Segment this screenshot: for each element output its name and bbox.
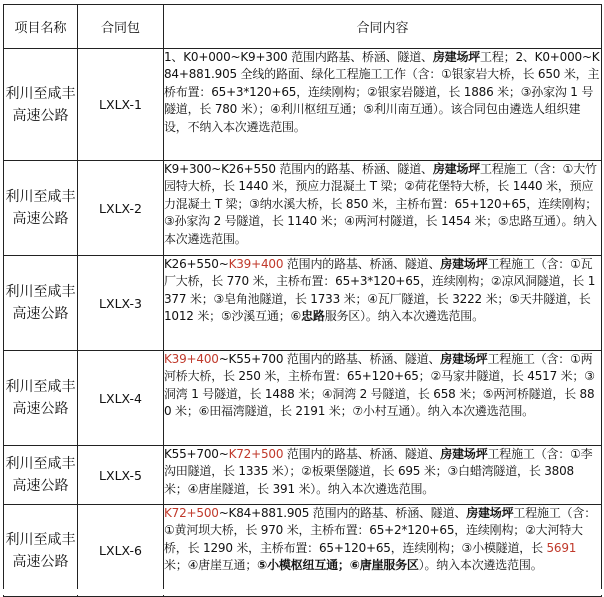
content-text: ）。纳入本次遴选范围。 xyxy=(418,558,543,573)
content-text: 范围内的路基、桥涵、隧道、 xyxy=(283,447,441,461)
highlighted-stake-text: K72+500 xyxy=(228,447,284,461)
project-name-cell: 利川至咸丰高速公路 xyxy=(4,446,78,505)
contract-package-cell: LXLX-4 xyxy=(78,351,164,446)
project-name-cell: 利川至咸丰高速公路 xyxy=(4,351,78,446)
highlighted-stake-text: K39+400 xyxy=(164,352,219,366)
emphasized-text: 房建场坪 xyxy=(440,257,488,271)
content-text: 工程施工（含：①两河桥大桥，长 250 米，主桥布置：65+120+65；②马家井隧道，长 4517 米；③洞湾 1 号隧道，长 1488 米；④洞湾 2 号隧道，长 658 米；⑤两河桥隧道，长 880 米；⑥田福湾隧道，长 2191 米；⑦小村互通）。纳入本次遴选范围。 xyxy=(164,352,595,419)
project-name-cell: 利川至咸丰高速公路 xyxy=(4,161,78,256)
contract-content-cell xyxy=(164,49,602,161)
table-row xyxy=(4,161,602,256)
contract-package-cell: LXLX-6 xyxy=(78,505,164,597)
header-contract-package: 合同包 xyxy=(78,5,164,49)
contract-content-cell xyxy=(164,351,602,446)
highlighted-stake-text: K39+400 xyxy=(228,257,284,271)
table-row xyxy=(4,256,602,351)
table-row xyxy=(4,351,602,446)
contract-package-cell: LXLX-2 xyxy=(78,161,164,256)
highlighted-stake-text: K72+500 xyxy=(164,506,219,520)
contract-content-cell xyxy=(164,256,602,351)
content-text: K55+700~ xyxy=(164,447,229,461)
contract-package-cell: LXLX-3 xyxy=(78,256,164,351)
emphasized-text: 房建场坪 xyxy=(466,506,514,520)
emphasized-text: 房建场坪 xyxy=(432,162,481,176)
content-text: 工程施工（含：①黄河坝大桥，长 970 米，主桥布置：65+2*120+65，连续刚构；②大河特大桥，长 1290 米，主桥布置：65+120+65，连续刚构；③小模隧道，长 xyxy=(164,506,597,555)
content-text: 工程施工（含：①李沟田隧道，长 1335 米）；②板栗堡隧道，长 695 米；③白蜡湾隧道，长 3808 米；④唐崖隧道，长 391 米）。纳入本次遴选范围。 xyxy=(164,447,593,496)
content-text: 工程施工（含：①大竹园特大桥，长 1440 米，预应力混凝土 T 梁；②荷花堡特大桥，长 1440 米，预应力混凝土 T 梁；③纳水溪大桥，长 850 米，主桥布置：65+120+65，连续刚构；③孙家沟 2 号隧道，长 1140 米；④两河村隧道，长 1454 米；⑤忠路互通）。纳入本次遴选范围。 xyxy=(164,162,598,246)
emphasized-text: 房建场坪 xyxy=(432,50,481,64)
content-text: 工程施工（含：①瓦厂大桥，长 770 米，主桥布置：65+3*120+65，连续刚构；②凉风洞隧道，长 1377 米；③皂角池隧道，长 1733 米；④瓦厂隧道，长 3222 米；⑤天井隧道，长 1012 米；⑤沙溪互通；⑥ xyxy=(164,257,596,324)
emphasized-text: 房建场坪 xyxy=(440,447,488,461)
header-project-name: 项目名称 xyxy=(4,5,78,49)
table-row xyxy=(4,49,602,161)
emphasized-text: ⑤小模枢纽互通；⑥唐崖服务区 xyxy=(257,558,419,573)
project-name-cell: 利川至咸丰高速公路 xyxy=(4,49,78,161)
header-contract-content: 合同内容 xyxy=(164,5,602,49)
highlighted-stake-text: 5691 xyxy=(546,540,577,555)
content-text: 米；④唐崖互通； xyxy=(164,558,258,573)
project-name-cell: 利川至咸丰高速公路 xyxy=(4,505,78,597)
contract-content-cell xyxy=(164,161,602,256)
content-text: ~K84+881.905 范围内的路基、桥涵、隧道、 xyxy=(218,506,467,520)
content-text: 范围内的路基、桥涵、隧道、 xyxy=(283,257,441,271)
content-text: K9+300~K26+550 范围内的路基、桥涵、隧道、 xyxy=(164,162,433,176)
content-text: 1、K0+000~K9+300 范围内路基、桥涵、隧道、 xyxy=(164,50,433,64)
contract-table xyxy=(3,4,602,597)
project-name-cell: 利川至咸丰高速公路 xyxy=(4,256,78,351)
content-text: 服务区）。纳入本次遴选范围。 xyxy=(324,309,484,324)
content-text: ~K55+700 范围内的路基、桥涵、隧道、 xyxy=(218,352,441,366)
contract-package-cell: LXLX-1 xyxy=(78,49,164,161)
page-edge xyxy=(0,589,604,595)
contract-content-cell xyxy=(164,446,602,505)
contract-package-cell: LXLX-5 xyxy=(78,446,164,505)
header-row xyxy=(4,5,602,49)
table-row xyxy=(4,446,602,505)
emphasized-text: 房建场坪 xyxy=(440,352,488,366)
content-text: 工程；2、K0+000~K84+881.905 全线的路面、绿化工程施工工作（含：①银家岩大桥，长 650 米，主桥布置：65+3*120+65，连续刚构；②银家岩隧道，长 1886 米；③孙家沟 1 号隧道，长 780 米）；④利川枢纽互通；⑤利川南互通）。该合同包由遴选人组织建设，不纳入本次遴选范围。 xyxy=(164,50,600,134)
emphasized-text: 忠路 xyxy=(301,309,325,324)
contract-content-cell xyxy=(164,505,602,597)
table-row xyxy=(4,505,602,597)
content-text: K26+550~ xyxy=(164,257,229,271)
